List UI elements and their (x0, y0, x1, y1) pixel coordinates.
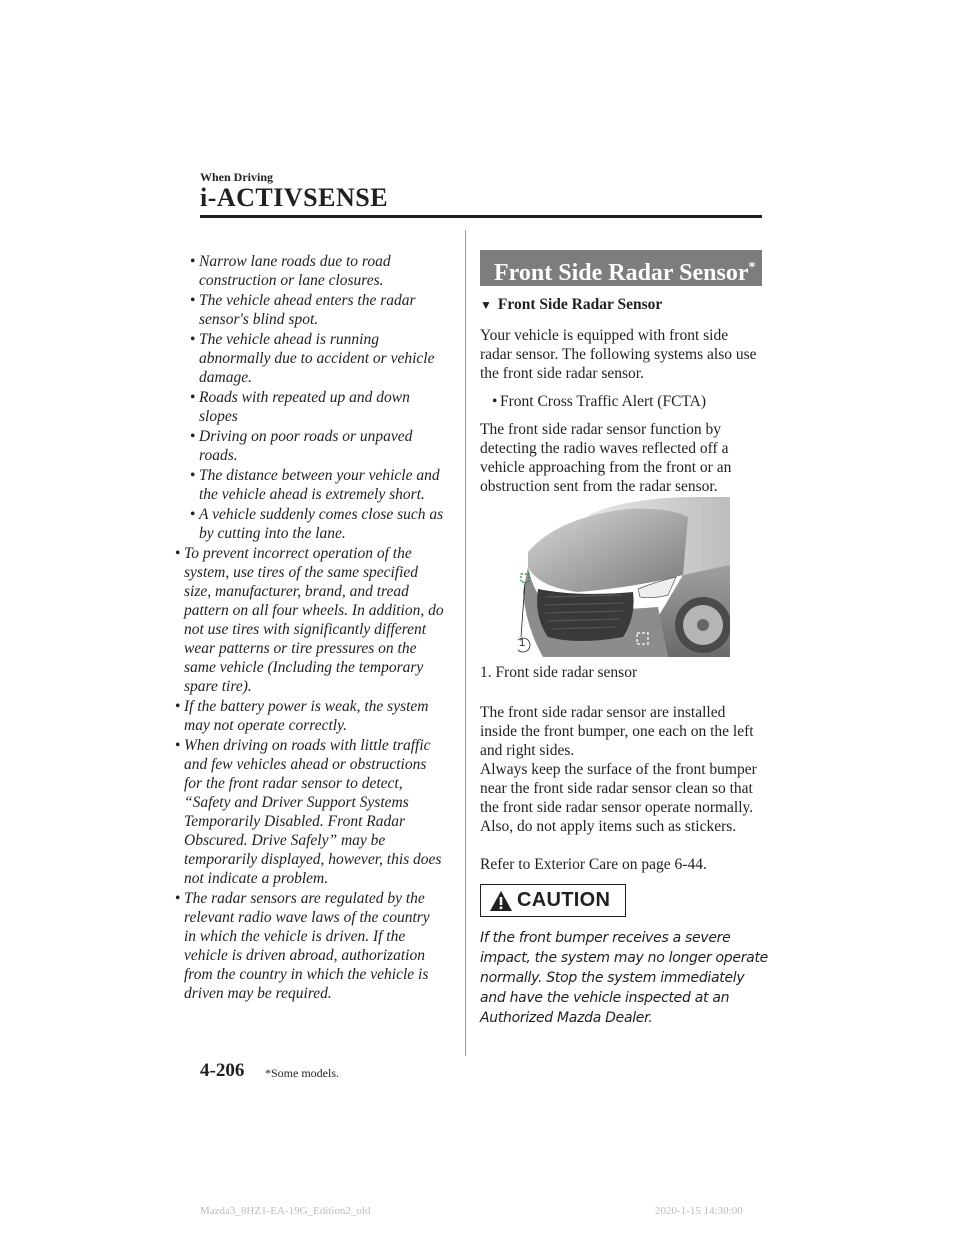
header-rule (200, 215, 762, 218)
file-name: Mazda3_8HZ1-EA-19G_Edition2_old (200, 1205, 371, 1217)
figure-callout-number: 1 (519, 637, 526, 649)
function-paragraph: The front side radar sensor function by detecting the radio waves reflected off a vehicle approaching from the front or an obstruction sent from the radar sensor. (480, 421, 732, 495)
car-front-illustration (518, 497, 730, 657)
page-number: 4-206 (200, 1060, 245, 1081)
warning-triangle-icon (489, 890, 513, 912)
caution-label: CAUTION (517, 889, 611, 911)
care-paragraph: Always keep the surface of the front bumper near the front side radar sensor clean so that the front side radar sensor operate normally. Also, do not apply items such as stickers. (480, 761, 757, 835)
banner-title: Front Side Radar Sensor (494, 260, 749, 286)
sub-list-item: • The vehicle ahead is running abnormally due to accident or vehicle damage. (190, 331, 435, 386)
sub-list-item: • The distance between your vehicle and the vehicle ahead is extremely short. (190, 467, 440, 503)
list-item: • The radar sensors are regulated by the relevant radio wave laws of the country in which the vehicle is driven. If the vehicle is driven abroad, authorization from the country in which the vehicle is driven may be required. (175, 890, 430, 1002)
placement-paragraph: The front side radar sensor are installed inside the front bumper, one each on the left and right sides. (480, 704, 754, 759)
subheading: ▼ Front Side Radar Sensor (480, 296, 663, 313)
triangle-marker-icon: ▼ (480, 298, 492, 312)
page-title: i-ACTIVSENSE (200, 183, 389, 212)
car-drawing (518, 497, 730, 657)
list-item: • To prevent incorrect operation of the system, use tires of the same specified size, manufacturer, brand, and tread pattern on all four wheels. In addition, do not use tires with significantly different wear patterns or tire pressures on the same vehicle (Including the temporary spare tire). (175, 545, 444, 695)
sub-list-item: • A vehicle suddenly comes close such as by cutting into the lane. (190, 506, 444, 542)
sub-list-item: • Narrow lane roads due to road construction or lane closures. (190, 253, 391, 289)
intro-paragraph: Your vehicle is equipped with front side radar sensor. The following systems also use the front side radar sensor. (480, 327, 757, 382)
section-banner (480, 250, 762, 286)
caution-text: If the front bumper receives a severe impact, the system may no longer operate normally. Stop the system immediately and have the vehicle inspected at an Authorized Mazda Dealer. (480, 930, 768, 1026)
caution-box (480, 884, 626, 917)
sub-list-item: • The vehicle ahead enters the radar sensor's blind spot. (190, 292, 416, 328)
list-item: • If the battery power is weak, the system may not operate correctly. (175, 698, 429, 734)
print-timestamp: 2020-1-15 14:30:00 (655, 1205, 743, 1217)
figure-caption: 1. Front side radar sensor (480, 664, 638, 681)
sub-list-item: • Roads with repeated up and down slopes (190, 389, 410, 425)
column-divider (465, 230, 466, 1056)
left-column (170, 252, 445, 1004)
sub-list-item: • Driving on poor roads or unpaved roads. (190, 428, 413, 464)
list-item: • When driving on roads with little traffic and few vehicles ahead or obstructions for the front radar sensor to detect, “Safety and Driver Support Systems Temporarily Disabled. Front Radar Obscured. Drive Safely” may be temporarily displayed, however, this does not indicate a problem. (175, 737, 442, 887)
section-label: When Driving (200, 170, 274, 184)
footnote: *Some models. (265, 1066, 339, 1080)
some-models-mark: * (748, 260, 756, 275)
reference-paragraph: Refer to Exterior Care on page 6-44. (480, 856, 707, 873)
